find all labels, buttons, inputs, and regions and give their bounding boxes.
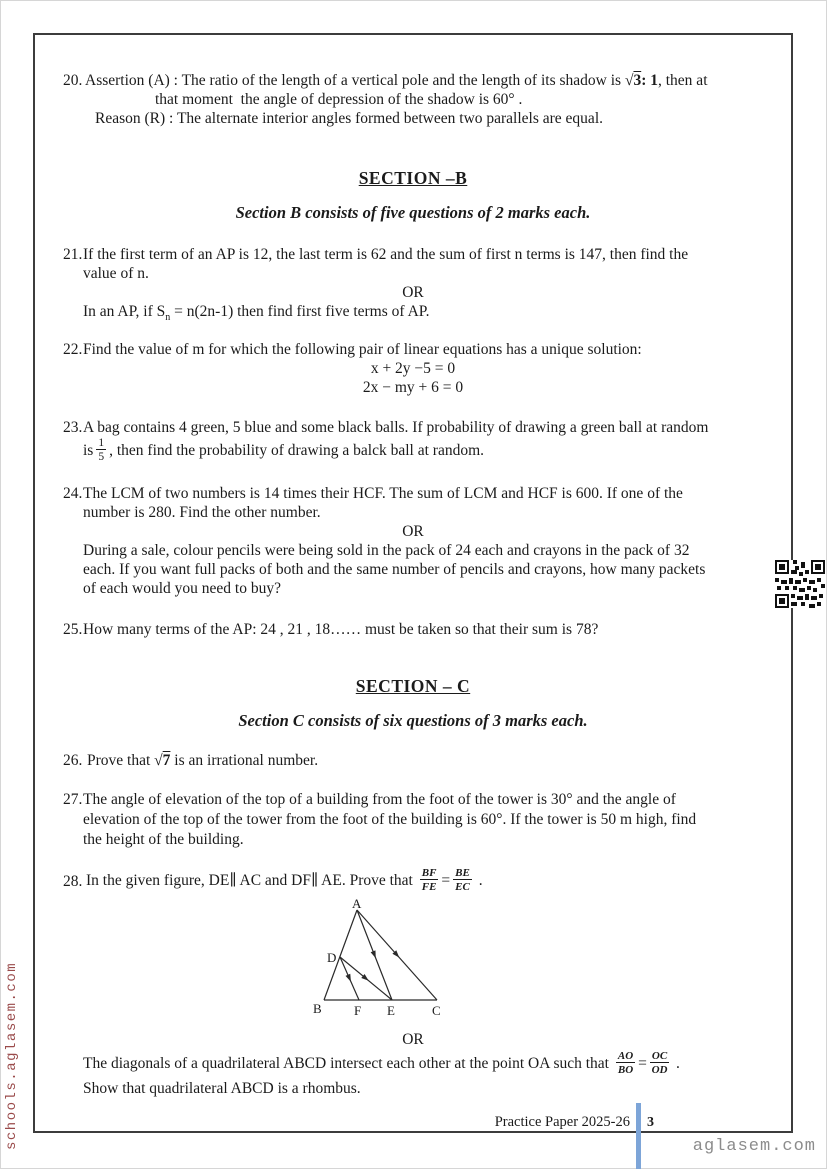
q24-line1: The LCM of two numbers is 14 times their HCF. The sum of LCM and HCF is 600. If one of the	[83, 485, 683, 502]
q27-line3: the height of the building.	[83, 831, 244, 848]
question-number: 22.	[63, 341, 83, 358]
question-number: 23.	[63, 419, 83, 436]
q27-line2: elevation of the top of the tower from the foot of the building is 60°. If the tower is 50 m high, find	[83, 811, 697, 828]
q20-reason: Reason (R) : The alternate interior angles formed between two parallels are equal.	[95, 110, 603, 127]
q28-alt-line2: Show that quadrilateral ABCD is a rhombus.	[83, 1080, 361, 1097]
fraction: $\frac{BE}{EC}$	[455, 867, 470, 893]
q22-equation-1: x + 2y −5 = 0	[370, 360, 456, 377]
question-number: 25.	[63, 621, 83, 638]
q22-equation-2: 2x − my + 6 = 0	[362, 379, 464, 396]
fraction: $\frac{BF}{FE}$	[421, 867, 437, 893]
q23-line1: A bag contains 4 green, 5 blue and some black balls. If probability of drawing a green ball at random	[83, 419, 709, 436]
q28-or: OR	[402, 1031, 424, 1048]
q25-line1: How many terms of the AP: 24 , 21 , 18…… must be taken so that their sum is 78?	[83, 621, 599, 638]
sqrt-7: √7	[154, 752, 171, 769]
fraction: $\frac{1}{5}$	[98, 437, 105, 463]
q27-line1: The angle of elevation of the top of a building from the foot of the tower is 30° and the angle of	[83, 791, 676, 808]
question-number: 21.	[63, 246, 83, 263]
vertex-label-e: E	[387, 1003, 395, 1018]
q23-line2: is $\frac{1}{5}$ , then find the probability of drawing a balck ball at random.	[83, 437, 484, 463]
q20-assertion-line1: Assertion (A) : The ratio of the length of a vertical pole and the length of its shadow is √3: 1, then at	[85, 72, 708, 89]
q28-line1: In the given figure, DE∥ AC and DF∥ AE. Prove that $\frac{BF}{FE}$ = $\frac{BE}{EC}$ .	[86, 867, 483, 893]
q21-line1: If the first term of an AP is 12, the last term is 62 and the sum of first n terms is 147, then find the	[83, 246, 689, 263]
section-b-subtitle: Section B consists of five questions of 2 marks each.	[235, 203, 591, 222]
q24-alt-line1: During a sale, colour pencils were being sold in the pack of 24 each and crayons in the pack of 32	[83, 542, 690, 559]
watermark-bottom-right: aglasem.com	[692, 1137, 816, 1156]
vertex-label-a: A	[352, 898, 362, 911]
question-number: 28.	[63, 873, 83, 890]
vertex-label-f: F	[354, 1003, 362, 1018]
section-c-subtitle: Section C consists of six questions of 3 marks each.	[238, 711, 588, 730]
vertex-label-c: C	[432, 1003, 441, 1018]
fraction: $\frac{AO}{BO}$	[617, 1050, 634, 1076]
question-number: 26.	[63, 752, 83, 769]
vertex-label-d: D	[327, 950, 337, 965]
question-number: 20.	[63, 72, 83, 89]
triangle-figure	[310, 898, 478, 1018]
q24-or: OR	[402, 523, 424, 540]
q22-line1: Find the value of m for which the following pair of linear equations has a unique solution:	[83, 341, 642, 358]
q26-line: Prove that √7 is an irrational number.	[87, 752, 319, 769]
q24-line2: number is 280. Find the other number.	[83, 504, 321, 521]
section-b-title: SECTION –B	[358, 168, 468, 188]
page-number: 3	[647, 1115, 654, 1130]
q24-alt-line3: of each would you need to buy?	[83, 580, 281, 597]
footer-title: Practice Paper 2025-26	[494, 1114, 630, 1130]
qr-code-icon	[775, 560, 825, 608]
fraction: $\frac{OC}{OD}$	[651, 1050, 668, 1076]
q24-alt-line2: each. If you want full packs of both and the same number of pencils and crayons, how many packets	[83, 561, 706, 578]
q20-assertion-line2: that moment the angle of depression of the shadow is 60° .	[155, 91, 523, 108]
watermark-left: schools.aglasem.com	[4, 961, 20, 1150]
section-c-title: SECTION – C	[355, 676, 471, 696]
question-number: 27.	[63, 791, 83, 808]
q21-line2: value of n.	[83, 265, 149, 282]
q21-or: OR	[402, 284, 424, 301]
vertex-label-b: B	[313, 1001, 322, 1016]
footer-accent-bar	[636, 1103, 641, 1169]
q28-alt-line1: The diagonals of a quadrilateral ABCD intersect each other at the point OA such that $\frac{AO}{BO}$ = $\frac{OC}{OD}$ .	[83, 1050, 680, 1076]
question-number: 24.	[63, 485, 83, 502]
q21-alt: In an AP, if $S_n = n(2n-1)$ then find first five terms of AP.	[83, 303, 430, 324]
